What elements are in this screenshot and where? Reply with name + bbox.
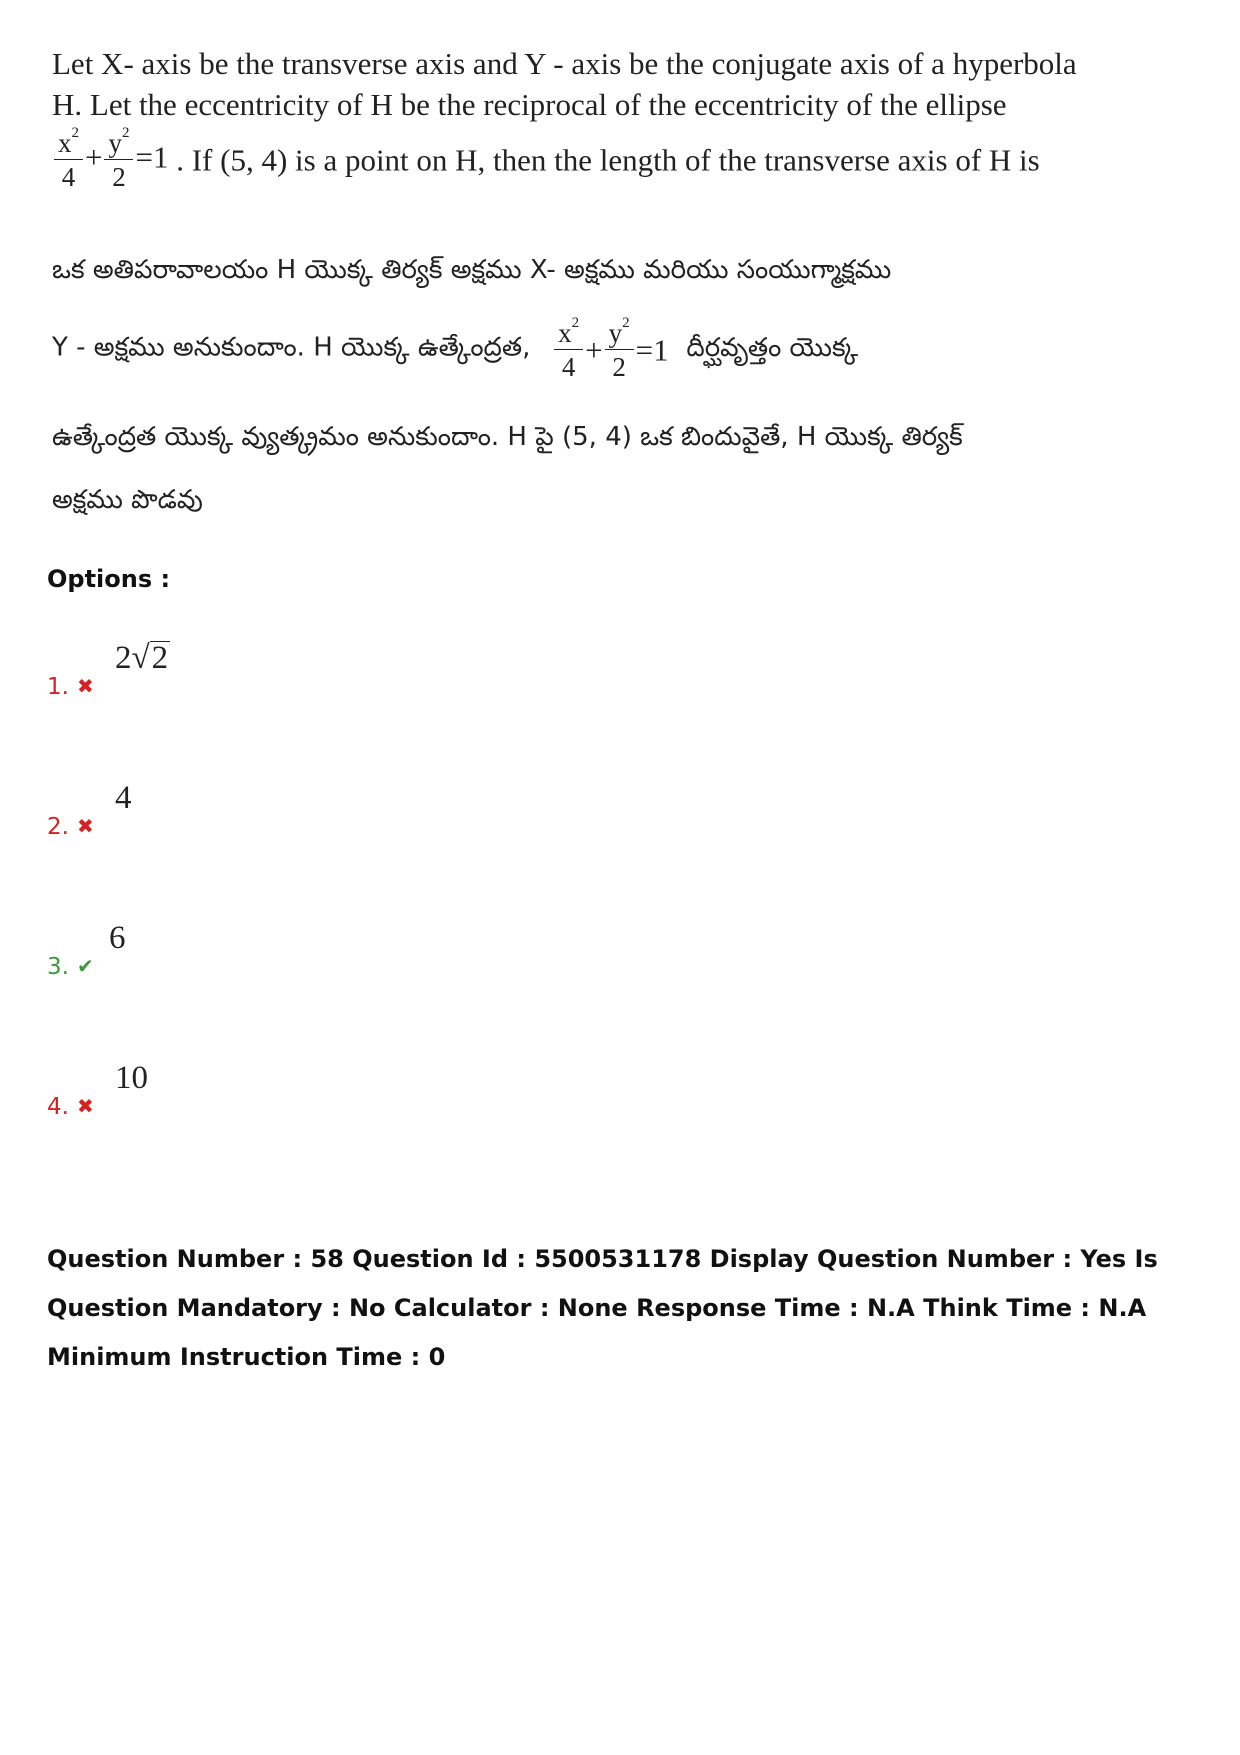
question-en-line-1: Let X- axis be the transverse axis and Y - axis be the conjugate axis of a hyperbola bbox=[52, 46, 1077, 81]
question-en-line-2: H. Let the eccentricity of H be the reciprocal of the eccentricity of the ellipse bbox=[52, 87, 1007, 122]
option-value: 4 bbox=[115, 780, 132, 816]
te-fraction-x: $\frac{x^2}{4}$ bbox=[554, 320, 583, 381]
option-number: 2. bbox=[47, 814, 69, 840]
question-te-line-3: ఉత్కేంద్రత యొక్క వ్యుత్క్రమం అనుకుందాం. H పై (5, 4) ఒక బిందువైతే, H యొక్క తిర్యక్ bbox=[52, 422, 963, 452]
option-value: 6 bbox=[109, 920, 126, 956]
option-number: 1. bbox=[47, 674, 69, 700]
te-fraction-y: $\frac{y^2}{2}$ bbox=[605, 320, 634, 381]
cross-icon: ✖ bbox=[77, 1094, 94, 1118]
te-line-2-head: Y - అక్షము అనుకుందాం. H యొక్క ఉత్కేంద్రత, bbox=[52, 332, 531, 363]
options-label: Options : bbox=[47, 565, 171, 593]
question-en-line-3 bbox=[52, 125, 1040, 192]
cross-icon: ✖ bbox=[77, 814, 94, 838]
plus-sign: + bbox=[85, 139, 103, 175]
cross-icon: ✖ bbox=[77, 674, 94, 698]
equals-one: =1 bbox=[135, 139, 169, 175]
fraction-y: $\frac{y^2}{2}$ bbox=[104, 130, 133, 191]
check-icon: ✔ bbox=[77, 954, 94, 978]
option-value: 10 bbox=[115, 1060, 148, 1096]
option-value: 2√2 bbox=[115, 640, 169, 676]
question-te-line-2: Y - అక్షము అనుకుందాం. H యొక్క ఉత్కేంద్రత, $\frac{x^2}{4}$ + $\frac{y^2}{2}$ =1 దీర్ఘవృత్తం యొక్క bbox=[52, 315, 859, 382]
te-line-2-tail: దీర్ఘవృత్తం యొక్క bbox=[686, 332, 859, 363]
question-metadata: Question Number : 58 Question Id : 5500531178 Display Question Number : Yes Is Question Mandatory : No Calculator : None Response Time : N.A Think Time : N.A Minimum Instruction Time : 0 bbox=[47, 1245, 1158, 1371]
option-number: 3. bbox=[47, 954, 69, 980]
question-en-line-3-text: . If (5, 4) is a point on H, then the length of the transverse axis of H is bbox=[176, 142, 1040, 178]
question-te-line-4: అక్షము పొడవు bbox=[52, 485, 203, 515]
option-number: 4. bbox=[47, 1094, 69, 1120]
fraction-x: $\frac{x^2}{4}$ bbox=[54, 130, 83, 191]
question-te-line-1: ఒక అతిపరావాలయం H యొక్క తిర్యక్ అక్షము X- అక్షము మరియు సంయుగ్మాక్షము bbox=[52, 255, 892, 285]
